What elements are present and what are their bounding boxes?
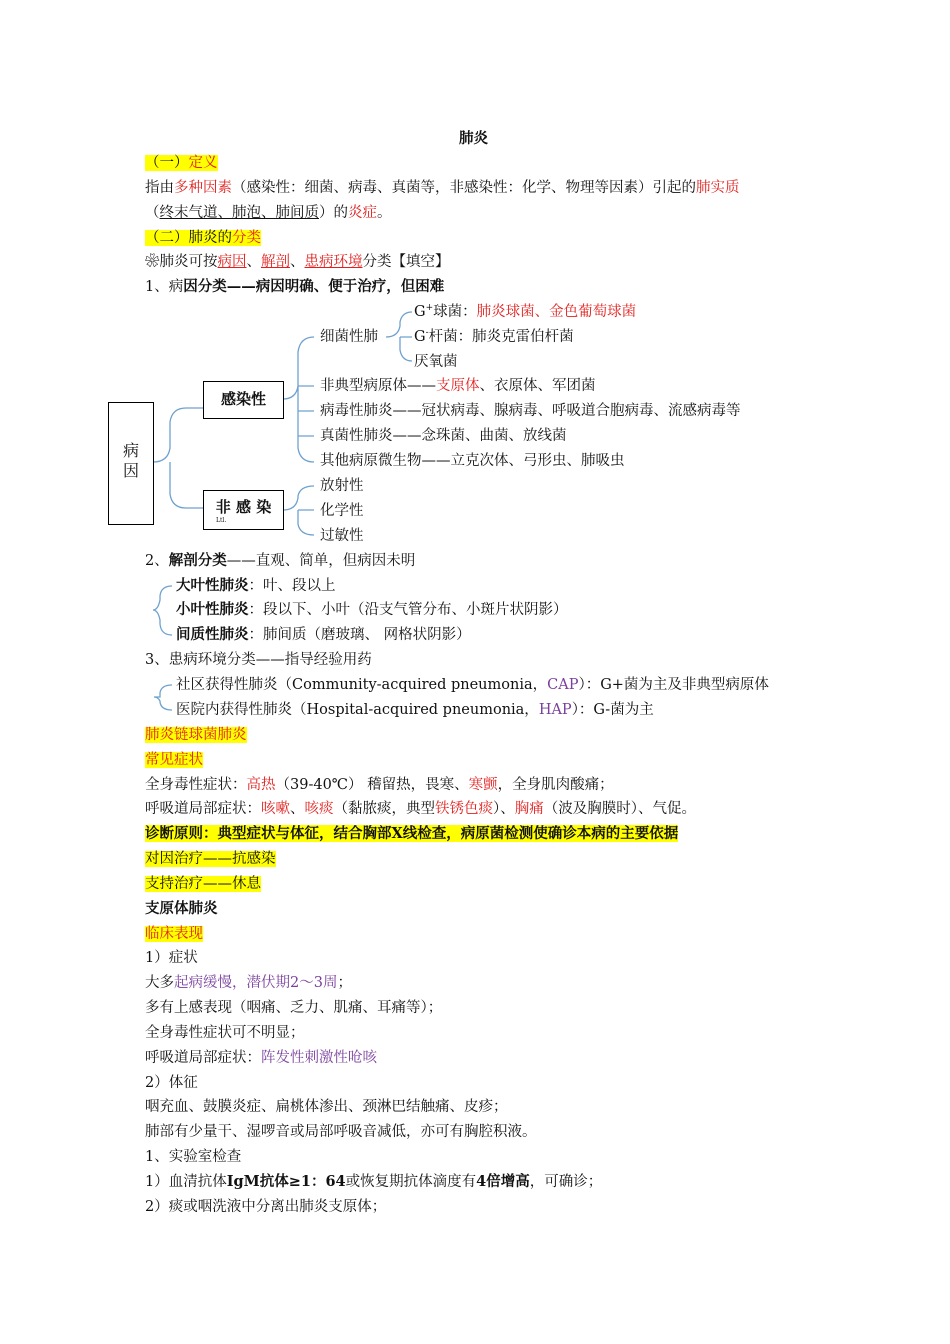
definition-line-2: （终末气道、肺泡、肺间质）的炎症。 bbox=[145, 205, 392, 221]
noninfectious-sublabel: Ltl. bbox=[216, 517, 227, 524]
definition-line-1: 指由多种因素（感染性：细菌、病毒、真菌等，非感染性：化学、物理等因素）引起的肺实质 bbox=[145, 180, 740, 196]
clinical-manifestations-heading: 临床表现 bbox=[145, 926, 203, 942]
tree-gram-positive: G+球菌：肺炎球菌、金色葡萄球菌 bbox=[414, 303, 637, 320]
signs-subheading: 2）体征 bbox=[145, 1075, 198, 1091]
lab-line-2: 2）痰或咽洗液中分离出肺炎支原体； bbox=[145, 1199, 387, 1215]
onset-line: 大多起病缓慢，潜伏期2～3周； bbox=[145, 975, 352, 991]
connector-environment bbox=[154, 685, 172, 710]
tree-gram-negative: G-杆菌：肺炎克雷伯杆菌 bbox=[414, 328, 574, 345]
section-classification-heading: （二）肺炎的分类 bbox=[145, 230, 261, 246]
tree-anaerobes: 厌氧菌 bbox=[414, 354, 458, 370]
connector-root bbox=[153, 408, 203, 508]
tree-allergic: 过敏性 bbox=[320, 528, 364, 544]
tree-other-pathogens: 其他病原微生物——立克次体、弓形虫、肺吸虫 bbox=[320, 453, 625, 469]
urti-line: 多有上感表现（咽痛、乏力、肌痛、耳痛等）； bbox=[145, 1000, 443, 1016]
tree-atypical: 非典型病原体——支原体、衣原体、军团菌 bbox=[320, 378, 596, 394]
anatomical-heading: 2、解剖分类——直观、简单，但病因未明 bbox=[145, 552, 416, 569]
symptoms-subheading: 1）症状 bbox=[145, 950, 198, 966]
connector-infectious bbox=[283, 337, 314, 462]
page-title: 肺炎 bbox=[459, 130, 488, 147]
lab-heading: 1、实验室检查 bbox=[145, 1149, 242, 1165]
environment-hap: 医院内获得性肺炎（Hospital-acquired pneumonia，HAP）：G-菌为主 bbox=[176, 702, 654, 718]
respiratory-line: 呼吸道局部症状：阵发性刺激性呛咳 bbox=[145, 1050, 377, 1066]
mycoplasma-heading: 支原体肺炎 bbox=[145, 900, 218, 917]
systemic-symptoms: 全身毒性症状：高热（39-40℃） 稽留热，畏寒、寒颤，全身肌肉酸痛； bbox=[145, 777, 614, 793]
systemic-line: 全身毒性症状可不明显； bbox=[145, 1025, 305, 1041]
signs-line-2: 肺部有少量干、湿啰音或局部呼吸音减低，亦可有胸腔积液。 bbox=[145, 1124, 537, 1140]
strep-pneumonia-heading: 肺炎链球菌肺炎 bbox=[145, 727, 247, 743]
noninfectious-box bbox=[203, 490, 284, 530]
anatomical-item: 大叶性肺炎：叶、段以上 bbox=[176, 577, 336, 594]
anatomical-item: 小叶性肺炎：段以下、小叶（沿支气管分布、小斑片状阴影） bbox=[176, 601, 568, 618]
infectious-label: 感染性 bbox=[220, 390, 266, 408]
connector-anatomical bbox=[153, 586, 172, 635]
classification-intro: ❀肺炎可按病因、解剖、患病环境分类【填空】 bbox=[145, 254, 450, 270]
environment-heading: 3、患病环境分类——指导经验用药 bbox=[145, 652, 372, 668]
etiology-root-box bbox=[108, 402, 154, 525]
connector-noninfectious bbox=[283, 486, 314, 535]
tree-chemical: 化学性 bbox=[320, 503, 364, 519]
supportive-treatment: 支持治疗——休息 bbox=[145, 876, 261, 892]
etiology-root-label: 病因 bbox=[123, 441, 140, 480]
tree-fungal: 真菌性肺炎——念珠菌、曲菌、放线菌 bbox=[320, 428, 567, 444]
tree-viral: 病毒性肺炎——冠状病毒、腺病毒、呼吸道合胞病毒、流感病毒等 bbox=[320, 403, 741, 419]
environment-cap: 社区获得性肺炎（Community-acquired pneumonia，CAP）：G+菌为主及非典型病原体 bbox=[176, 677, 769, 693]
common-symptoms-heading: 常见症状 bbox=[145, 752, 203, 768]
infectious-box bbox=[203, 381, 284, 419]
etiology-heading: 1、病因分类——病因明确、便于治疗，但困难 bbox=[145, 278, 445, 295]
tree-bacterial: 细菌性肺 bbox=[320, 329, 378, 345]
anatomical-item: 间质性肺炎：肺间质（磨玻璃、 网格状阴影） bbox=[176, 626, 471, 643]
respiratory-symptoms: 呼吸道局部症状：咳嗽、咳痰（黏脓痰，典型铁锈色痰）、胸痛（波及胸膜时）、气促。 bbox=[145, 801, 696, 817]
lab-line-1: 1）血清抗体IgM抗体≥1：64或恢复期抗体滴度有4倍增高，可确诊； bbox=[145, 1173, 603, 1190]
section-definition-heading: （一）定义 bbox=[145, 155, 218, 171]
signs-line-1: 咽充血、鼓膜炎症、扁桃体渗出、颈淋巴结触痛、皮疹； bbox=[145, 1099, 508, 1115]
causal-treatment: 对因治疗——抗感染 bbox=[145, 851, 276, 867]
noninfectious-label: 非 感 染 bbox=[215, 498, 272, 516]
diagnosis-principle: 诊断原则：典型症状与体征，结合胸部X线检查，病原菌检测使确诊本病的主要依据 bbox=[145, 825, 679, 842]
tree-radiation: 放射性 bbox=[320, 478, 364, 494]
connector-bacterial bbox=[386, 312, 412, 361]
